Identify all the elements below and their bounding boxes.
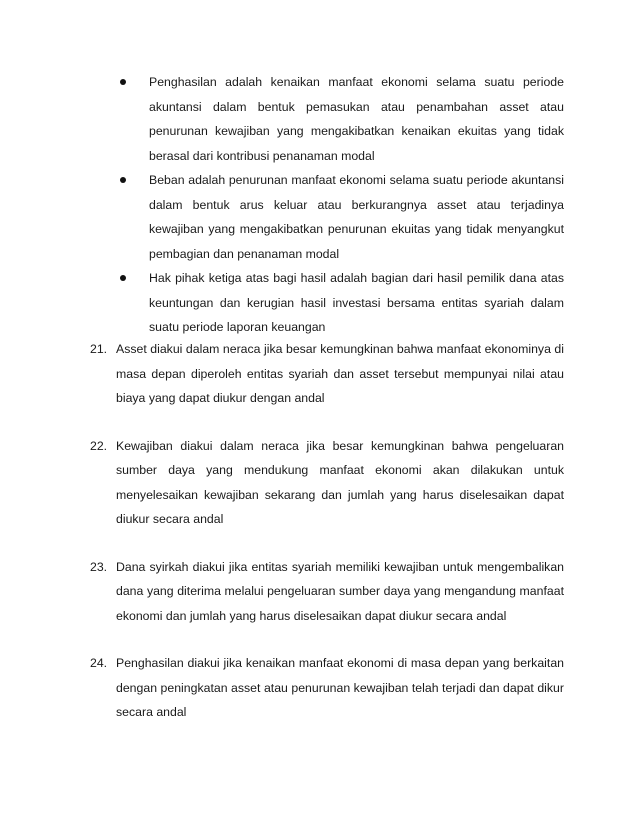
item-text: Dana syirkah diakui jika entitas syariah memiliki kewajiban untuk mengembalikan dana yang diterima melalui pengeluaran sumber daya yang mengandung manfaat ekonomi dan jumlah yang harus diselesaikan dapat diukur secara andal xyxy=(116,559,564,623)
item-number: 23. xyxy=(90,559,108,574)
item-text: Kewajiban diakui dalam neraca jika besar kemungkinan bahwa pengeluaran sumber daya yang mendukung manfaat ekonomi akan dilakukan untuk menyelesaikan kewajiban sekarang dan jumlah yang harus diselesaikan dapat diukur secara andal xyxy=(116,438,564,526)
list-item-21 xyxy=(90,337,564,411)
bullet-text: Beban adalah penurunan manfaat ekonomi selama suatu periode akuntansi dalam bentuk arus keluar atau berkurangnya asset atau terjadinya kewajiban yang mengakibatkan penurunan ekuitas yang tidak menyangkut pembagian dan penanaman modal xyxy=(149,173,564,261)
item-number: 24. xyxy=(90,656,108,670)
bullet-icon xyxy=(120,177,126,183)
bullet-icon xyxy=(120,79,126,85)
item-number: 21. xyxy=(90,342,108,356)
bullet-text: Penghasilan adalah kenaikan manfaat ekonomi selama suatu periode akuntansi dalam bentuk pemasukan atau penambahan asset atau penurunan kewajiban yang mengakibatkan kenaikan ekuitas yang tidak berasal dari kontribusi penanaman modal xyxy=(149,75,564,163)
item-text: Asset diakui dalam neraca jika besar kemungkinan bahwa manfaat ekonominya di masa depan diperoleh entitas syariah dan asset tersebut mempunyai nilai atau biaya yang dapat diukur dengan andal xyxy=(116,342,564,405)
list-item-23 xyxy=(90,555,564,629)
bullet-item-beban xyxy=(118,168,564,266)
bullet-item-hak-pihak-ketiga xyxy=(118,266,564,340)
bullet-icon xyxy=(120,275,126,281)
item-text: Penghasilan diakui jika kenaikan manfaat ekonomi di masa depan yang berkaitan dengan peningkatan asset atau penurunan kewajiban telah terjadi dan dapat dikur secara andal xyxy=(116,656,564,719)
numbered-list xyxy=(90,337,564,748)
list-item-22 xyxy=(90,434,564,532)
bullet-item-penghasilan xyxy=(118,70,564,168)
bullet-list xyxy=(118,70,564,340)
item-number: 22. xyxy=(90,438,108,453)
bullet-text: Hak pihak ketiga atas bagi hasil adalah bagian dari hasil pemilik dana atas keuntungan dan kerugian hasil investasi bersama entitas syariah dalam suatu periode laporan keuangan xyxy=(149,271,564,334)
list-item-24 xyxy=(90,651,564,725)
